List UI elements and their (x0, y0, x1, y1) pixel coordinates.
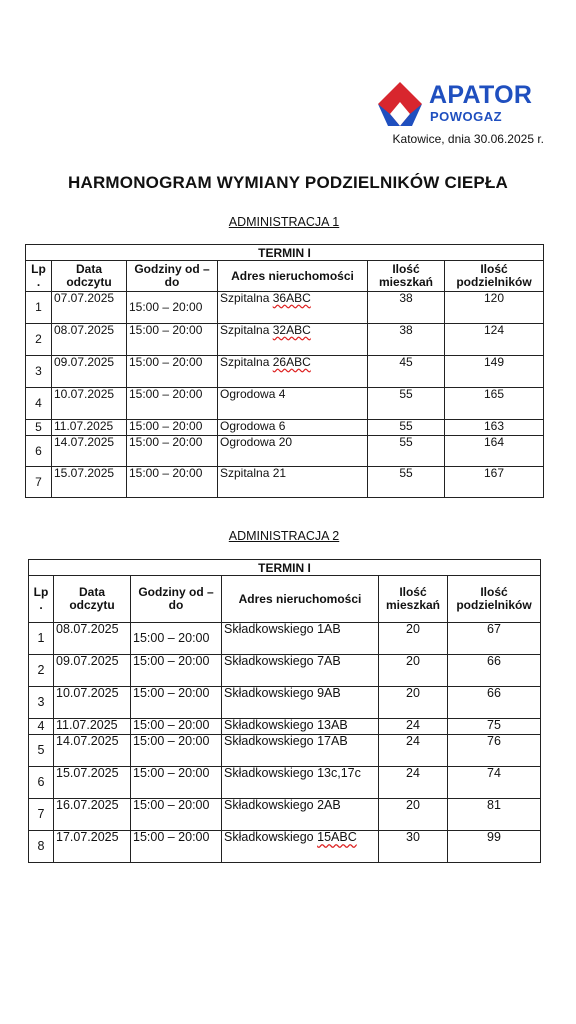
street-name: Szpitalna (220, 323, 270, 337)
cell-podzielnikow: 75 (448, 719, 541, 735)
apator-powogaz-logo (376, 80, 556, 126)
cell-data: 15.07.2025 (54, 767, 131, 799)
col-mieszkan: Ilość mieszkań (368, 261, 445, 292)
street-name: Szpitalna (220, 291, 270, 305)
cell-podzielnikow: 164 (445, 436, 544, 467)
cell-lp: 7 (26, 467, 52, 498)
table-row (26, 436, 544, 467)
cell-data: 14.07.2025 (54, 735, 131, 767)
cell-mieszkan: 45 (368, 356, 445, 388)
cell-godziny: 15:00 – 20:00 (131, 799, 222, 831)
col-godziny: Godziny od – do (131, 576, 222, 623)
street-name: Składkowskiego (224, 830, 314, 844)
table-row (29, 719, 541, 735)
cell-godziny: 15:00 – 20:00 (131, 735, 222, 767)
document-title: HARMONOGRAM WYMIANY PODZIELNIKÓW CIEPŁA (67, 173, 509, 192)
cell-mieszkan: 24 (379, 735, 448, 767)
cell-mieszkan: 55 (368, 388, 445, 420)
cell-lp: 2 (26, 324, 52, 356)
cell-podzielnikow: 99 (448, 831, 541, 863)
cell-podzielnikow: 81 (448, 799, 541, 831)
cell-godziny: 15:00 – 20:00 (127, 324, 218, 356)
section-heading-admin-1: ADMINISTRACJA 1 (228, 215, 340, 229)
col-data: Data odczytu (52, 261, 127, 292)
cell-podzielnikow: 124 (445, 324, 544, 356)
cell-adres: Składkowskiego 7AB (222, 655, 379, 687)
table-row (29, 767, 541, 799)
cell-adres: Składkowskiego 13AB (222, 719, 379, 735)
cell-mieszkan: 24 (379, 767, 448, 799)
cell-lp: 3 (26, 356, 52, 388)
cell-adres: Ogrodowa 20 (218, 436, 368, 467)
col-lp: Lp . (26, 261, 52, 292)
schedule-table-admin-1 (25, 244, 544, 498)
building-number: 26ABC (272, 355, 311, 369)
termin-header: TERMIN I (26, 245, 544, 261)
cell-mieszkan: 20 (379, 623, 448, 655)
cell-adres: Składkowskiego 9AB (222, 687, 379, 719)
cell-lp: 6 (29, 767, 54, 799)
cell-mieszkan: 55 (368, 420, 445, 436)
cell-godziny: 15:00 – 20:00 (127, 292, 218, 324)
cell-data: 17.07.2025 (54, 831, 131, 863)
date-line: Katowice, dnia 30.06.2025 r. (392, 132, 544, 146)
cell-lp: 5 (29, 735, 54, 767)
cell-podzielnikow: 67 (448, 623, 541, 655)
brand-subtitle: POWOGAZ (430, 109, 503, 124)
table-row (26, 467, 544, 498)
col-godziny: Godziny od – do (127, 261, 218, 292)
cell-lp: 1 (29, 623, 54, 655)
cell-podzielnikow: 149 (445, 356, 544, 388)
schedule-table-admin-2 (28, 559, 541, 863)
cell-data: 14.07.2025 (52, 436, 127, 467)
table-row (29, 687, 541, 719)
cell-mieszkan: 38 (368, 324, 445, 356)
street-name: Szpitalna (220, 355, 270, 369)
cell-mieszkan: 55 (368, 467, 445, 498)
cell-data: 07.07.2025 (52, 292, 127, 324)
cell-mieszkan: 20 (379, 687, 448, 719)
cell-data: 15.07.2025 (52, 467, 127, 498)
cell-podzielnikow: 66 (448, 655, 541, 687)
cell-data: 08.07.2025 (52, 324, 127, 356)
cell-podzielnikow: 167 (445, 467, 544, 498)
cell-lp: 1 (26, 292, 52, 324)
cell-godziny: 15:00 – 20:00 (131, 623, 222, 655)
cell-podzielnikow: 120 (445, 292, 544, 324)
cell-data: 11.07.2025 (52, 420, 127, 436)
cell-lp: 2 (29, 655, 54, 687)
cell-adres: Składkowskiego 17AB (222, 735, 379, 767)
cell-adres: Ogrodowa 4 (218, 388, 368, 420)
cell-mieszkan: 30 (379, 831, 448, 863)
table-row (29, 735, 541, 767)
cell-lp: 5 (26, 420, 52, 436)
cell-adres (218, 324, 368, 356)
table-row (26, 388, 544, 420)
cell-lp: 3 (29, 687, 54, 719)
cell-data: 10.07.2025 (52, 388, 127, 420)
col-data: Data odczytu (54, 576, 131, 623)
cell-godziny: 15:00 – 20:00 (127, 467, 218, 498)
table-row (29, 799, 541, 831)
section-heading-admin-2: ADMINISTRACJA 2 (228, 529, 340, 543)
cell-godziny: 15:00 – 20:00 (127, 388, 218, 420)
col-mieszkan: Ilość mieszkań (379, 576, 448, 623)
table-row (26, 356, 544, 388)
cell-adres: Ogrodowa 6 (218, 420, 368, 436)
cell-mieszkan: 24 (379, 719, 448, 735)
cell-data: 16.07.2025 (54, 799, 131, 831)
cell-podzielnikow: 74 (448, 767, 541, 799)
cell-data: 09.07.2025 (52, 356, 127, 388)
col-adres: Adres nieruchomości (218, 261, 368, 292)
cell-mieszkan: 55 (368, 436, 445, 467)
col-podzielnikow: Ilość podzielników (445, 261, 544, 292)
cell-godziny: 15:00 – 20:00 (131, 655, 222, 687)
building-number: 32ABC (272, 323, 311, 337)
table-row (29, 623, 541, 655)
table-row (26, 420, 544, 436)
cell-godziny: 15:00 – 20:00 (131, 687, 222, 719)
cell-godziny: 15:00 – 20:00 (131, 831, 222, 863)
building-number: 15ABC (317, 830, 357, 844)
cell-adres: Składkowskiego 2AB (222, 799, 379, 831)
cell-lp: 4 (26, 388, 52, 420)
cell-godziny: 15:00 – 20:00 (131, 719, 222, 735)
cell-godziny: 15:00 – 20:00 (131, 767, 222, 799)
table-row (26, 292, 544, 324)
building-number: 36ABC (272, 291, 311, 305)
cell-adres: Składkowskiego 1AB (222, 623, 379, 655)
apator-diamond-icon (376, 80, 424, 126)
cell-podzielnikow: 76 (448, 735, 541, 767)
cell-adres (218, 292, 368, 324)
cell-adres (222, 831, 379, 863)
cell-podzielnikow: 165 (445, 388, 544, 420)
cell-lp: 7 (29, 799, 54, 831)
cell-data: 09.07.2025 (54, 655, 131, 687)
col-adres: Adres nieruchomości (222, 576, 379, 623)
cell-data: 10.07.2025 (54, 687, 131, 719)
cell-mieszkan: 20 (379, 655, 448, 687)
table-row (29, 831, 541, 863)
termin-header: TERMIN I (29, 560, 541, 576)
brand-name: APATOR (429, 81, 533, 109)
cell-lp: 4 (29, 719, 54, 735)
table-row (26, 324, 544, 356)
cell-godziny: 15:00 – 20:00 (127, 436, 218, 467)
cell-adres: Składkowskiego 13c,17c (222, 767, 379, 799)
cell-podzielnikow: 66 (448, 687, 541, 719)
table-row (29, 655, 541, 687)
cell-data: 11.07.2025 (54, 719, 131, 735)
col-lp: Lp . (29, 576, 54, 623)
cell-lp: 8 (29, 831, 54, 863)
cell-podzielnikow: 163 (445, 420, 544, 436)
cell-godziny: 15:00 – 20:00 (127, 420, 218, 436)
cell-adres: Szpitalna 21 (218, 467, 368, 498)
cell-adres (218, 356, 368, 388)
cell-mieszkan: 20 (379, 799, 448, 831)
cell-lp: 6 (26, 436, 52, 467)
cell-godziny: 15:00 – 20:00 (127, 356, 218, 388)
cell-data: 08.07.2025 (54, 623, 131, 655)
col-podzielnikow: Ilość podzielników (448, 576, 541, 623)
cell-mieszkan: 38 (368, 292, 445, 324)
